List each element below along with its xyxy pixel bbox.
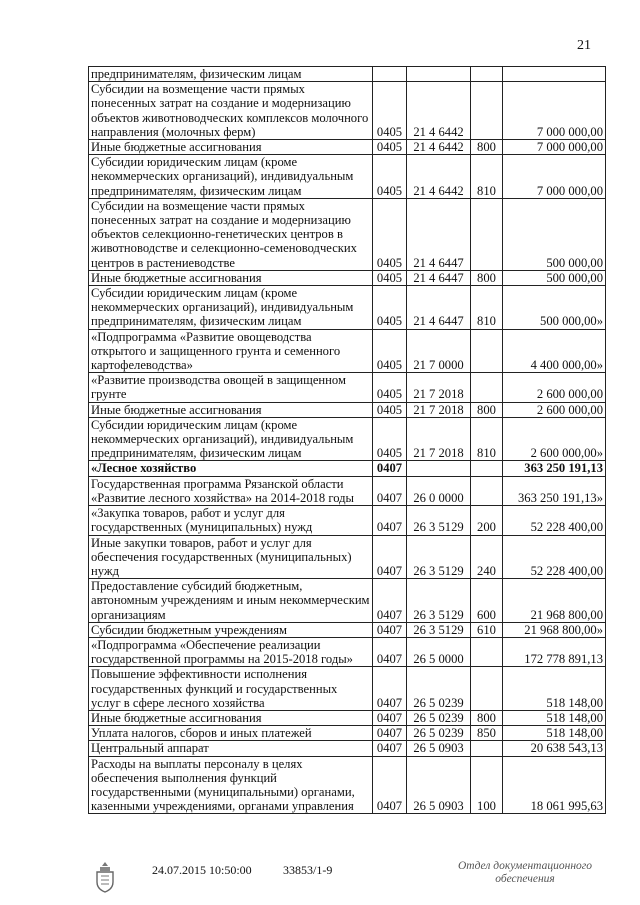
row-csr-cell: 26 0 0000 — [407, 476, 471, 505]
row-sum-cell: 21 968 800,00» — [503, 622, 606, 637]
table-row — [89, 579, 606, 623]
row-vr-cell — [471, 373, 503, 402]
row-sum-cell: 2 600 000,00 — [503, 373, 606, 402]
table-row — [89, 535, 606, 579]
row-sum-cell: 4 400 000,00» — [503, 329, 606, 373]
row-sum-cell: 500 000,00 — [503, 198, 606, 270]
row-section-cell: 0405 — [373, 198, 407, 270]
table-row — [89, 286, 606, 330]
row-name-cell: Расходы на выплаты персоналу в целях обеспечения выполнения функций государственными (муниципальными) органами, казенными учреждениями, органами управления — [89, 756, 373, 814]
row-sum-cell: 518 148,00 — [503, 726, 606, 741]
row-section-cell: 0407 — [373, 476, 407, 505]
row-section-cell: 0407 — [373, 741, 407, 756]
row-section-cell: 0405 — [373, 417, 407, 461]
row-sum-cell: 7 000 000,00 — [503, 140, 606, 155]
row-csr-cell: 21 4 6442 — [407, 82, 471, 140]
table-row — [89, 756, 606, 814]
page-footer — [0, 860, 640, 905]
page-number: 21 — [577, 38, 591, 53]
row-section-cell: 0405 — [373, 286, 407, 330]
row-csr-cell: 21 4 6447 — [407, 286, 471, 330]
row-name-cell: «Лесное хозяйство — [89, 461, 373, 476]
row-vr-cell: 800 — [471, 710, 503, 725]
table-row — [89, 140, 606, 155]
row-csr-cell: 26 3 5129 — [407, 506, 471, 535]
row-name-cell: Субсидии юридическим лицам (кроме некоммерческих организаций), индивидуальным предпринимателям, физическим лицам — [89, 286, 373, 330]
row-name-cell: Иные бюджетные ассигнования — [89, 270, 373, 285]
row-csr-cell: 26 5 0239 — [407, 667, 471, 711]
row-section-cell: 0405 — [373, 82, 407, 140]
department-stamp-line1: Отдел документационного — [457, 860, 593, 872]
row-section-cell — [373, 67, 407, 82]
row-vr-cell: 810 — [471, 155, 503, 199]
department-stamp-line2: обеспечения — [495, 873, 555, 885]
table-row — [89, 155, 606, 199]
row-vr-cell — [471, 476, 503, 505]
row-sum-cell: 363 250 191,13» — [503, 476, 606, 505]
row-vr-cell: 800 — [471, 270, 503, 285]
row-name-cell: «Закупка товаров, работ и услуг для государственных (муниципальных) нужд — [89, 506, 373, 535]
row-name-cell: «Подпрограмма «Развитие овощеводства открытого и защищенного грунта и семенного картофелеводства» — [89, 329, 373, 373]
row-vr-cell: 810 — [471, 286, 503, 330]
row-csr-cell: 26 5 0000 — [407, 637, 471, 666]
row-name-cell: предпринимателям, физическим лицам — [89, 67, 373, 82]
row-csr-cell: 26 5 0239 — [407, 726, 471, 741]
row-vr-cell: 800 — [471, 402, 503, 417]
row-name-cell: Субсидии юридическим лицам (кроме некоммерческих организаций), индивидуальным предпринимателям, физическим лицам — [89, 417, 373, 461]
row-csr-cell: 26 5 0239 — [407, 710, 471, 725]
row-csr-cell: 21 4 6442 — [407, 140, 471, 155]
row-sum-cell: 2 600 000,00 — [503, 402, 606, 417]
row-sum-cell: 18 061 995,63 — [503, 756, 606, 814]
row-sum-cell: 52 228 400,00 — [503, 535, 606, 579]
row-vr-cell — [471, 741, 503, 756]
table-row — [89, 461, 606, 476]
row-name-cell: Центральный аппарат — [89, 741, 373, 756]
budget-table-body — [89, 67, 606, 814]
row-csr-cell: 21 4 6447 — [407, 198, 471, 270]
budget-table — [88, 66, 606, 814]
row-vr-cell: 610 — [471, 622, 503, 637]
row-name-cell: «Развитие производства овощей в защищенном грунте — [89, 373, 373, 402]
row-section-cell: 0407 — [373, 461, 407, 476]
row-sum-cell: 7 000 000,00 — [503, 155, 606, 199]
row-name-cell: Повышение эффективности исполнения государственных функций и государственных услуг в сфере лесного хозяйства — [89, 667, 373, 711]
row-section-cell: 0405 — [373, 329, 407, 373]
table-row — [89, 329, 606, 373]
table-row — [89, 270, 606, 285]
row-sum-cell: 21 968 800,00 — [503, 579, 606, 623]
row-csr-cell: 21 4 6447 — [407, 270, 471, 285]
row-section-cell: 0407 — [373, 710, 407, 725]
row-sum-cell: 500 000,00 — [503, 270, 606, 285]
row-name-cell: Уплата налогов, сборов и иных платежей — [89, 726, 373, 741]
row-name-cell: Субсидии на возмещение части прямых понесенных затрат на создание и модернизацию объектов животноводческих комплексов молочного направления (молочных ферм) — [89, 82, 373, 140]
row-name-cell: Иные бюджетные ассигнования — [89, 140, 373, 155]
row-csr-cell: 21 7 2018 — [407, 373, 471, 402]
row-csr-cell: 21 7 0000 — [407, 329, 471, 373]
row-name-cell: Иные закупки товаров, работ и услуг для обеспечения государственных (муниципальных) нужд — [89, 535, 373, 579]
row-csr-cell: 21 7 2018 — [407, 402, 471, 417]
row-sum-cell: 518 148,00 — [503, 710, 606, 725]
table-row — [89, 741, 606, 756]
row-vr-cell: 240 — [471, 535, 503, 579]
row-vr-cell — [471, 82, 503, 140]
footer-datetime: 24.07.2015 10:50:00 — [152, 863, 252, 877]
row-name-cell: Государственная программа Рязанской области «Развитие лесного хозяйства» на 2014-2018 годы — [89, 476, 373, 505]
row-section-cell: 0407 — [373, 622, 407, 637]
table-row — [89, 402, 606, 417]
row-vr-cell — [471, 637, 503, 666]
row-csr-cell: 26 5 0903 — [407, 741, 471, 756]
row-section-cell: 0405 — [373, 140, 407, 155]
row-csr-cell: 26 3 5129 — [407, 579, 471, 623]
row-sum-cell: 363 250 191,13 — [503, 461, 606, 476]
row-section-cell: 0405 — [373, 270, 407, 285]
row-vr-cell — [471, 329, 503, 373]
row-vr-cell: 100 — [471, 756, 503, 814]
row-vr-cell: 810 — [471, 417, 503, 461]
table-row — [89, 476, 606, 505]
row-csr-cell: 26 5 0903 — [407, 756, 471, 814]
row-csr-cell: 26 3 5129 — [407, 622, 471, 637]
table-row — [89, 198, 606, 270]
table-row — [89, 637, 606, 666]
row-csr-cell: 21 4 6442 — [407, 155, 471, 199]
footer-document-code: 33853/1-9 — [283, 863, 333, 877]
row-sum-cell: 518 148,00 — [503, 667, 606, 711]
row-section-cell: 0407 — [373, 506, 407, 535]
row-vr-cell: 600 — [471, 579, 503, 623]
table-row — [89, 667, 606, 711]
row-sum-cell: 20 638 543,13 — [503, 741, 606, 756]
row-name-cell: «Подпрограмма «Обеспечение реализации государственной программы на 2015-2018 годы» — [89, 637, 373, 666]
department-stamp — [445, 860, 605, 886]
row-vr-cell: 200 — [471, 506, 503, 535]
table-row — [89, 726, 606, 741]
row-section-cell: 0407 — [373, 726, 407, 741]
row-section-cell: 0405 — [373, 155, 407, 199]
coat-of-arms-icon — [92, 860, 118, 894]
row-section-cell: 0407 — [373, 579, 407, 623]
row-section-cell: 0405 — [373, 402, 407, 417]
row-vr-cell — [471, 67, 503, 82]
table-row — [89, 622, 606, 637]
table-row — [89, 710, 606, 725]
row-name-cell: Иные бюджетные ассигнования — [89, 402, 373, 417]
row-csr-cell: 26 3 5129 — [407, 535, 471, 579]
row-name-cell: Предоставление субсидий бюджетным, автономным учреждениям и иным некоммерческим организациям — [89, 579, 373, 623]
row-csr-cell — [407, 67, 471, 82]
row-sum-cell: 172 778 891,13 — [503, 637, 606, 666]
table-row — [89, 67, 606, 82]
row-vr-cell — [471, 461, 503, 476]
row-vr-cell — [471, 667, 503, 711]
row-name-cell: Иные бюджетные ассигнования — [89, 710, 373, 725]
row-sum-cell: 7 000 000,00 — [503, 82, 606, 140]
row-csr-cell — [407, 461, 471, 476]
table-row — [89, 373, 606, 402]
table-row — [89, 506, 606, 535]
table-row — [89, 82, 606, 140]
row-sum-cell — [503, 67, 606, 82]
row-name-cell: Субсидии юридическим лицам (кроме некоммерческих организаций), индивидуальным предпринимателям, физическим лицам — [89, 155, 373, 199]
table-row — [89, 417, 606, 461]
row-vr-cell — [471, 198, 503, 270]
row-name-cell: Субсидии на возмещение части прямых понесенных затрат на создание и модернизацию объектов селекционно-генетических центров в животноводстве и селекционно-семеноводческих центров в растениеводстве — [89, 198, 373, 270]
row-csr-cell: 21 7 2018 — [407, 417, 471, 461]
row-vr-cell: 850 — [471, 726, 503, 741]
row-sum-cell: 2 600 000,00» — [503, 417, 606, 461]
row-sum-cell: 500 000,00» — [503, 286, 606, 330]
row-section-cell: 0407 — [373, 637, 407, 666]
row-section-cell: 0407 — [373, 667, 407, 711]
row-section-cell: 0407 — [373, 756, 407, 814]
row-section-cell: 0405 — [373, 373, 407, 402]
row-section-cell: 0407 — [373, 535, 407, 579]
row-sum-cell: 52 228 400,00 — [503, 506, 606, 535]
row-vr-cell: 800 — [471, 140, 503, 155]
row-name-cell: Субсидии бюджетным учреждениям — [89, 622, 373, 637]
